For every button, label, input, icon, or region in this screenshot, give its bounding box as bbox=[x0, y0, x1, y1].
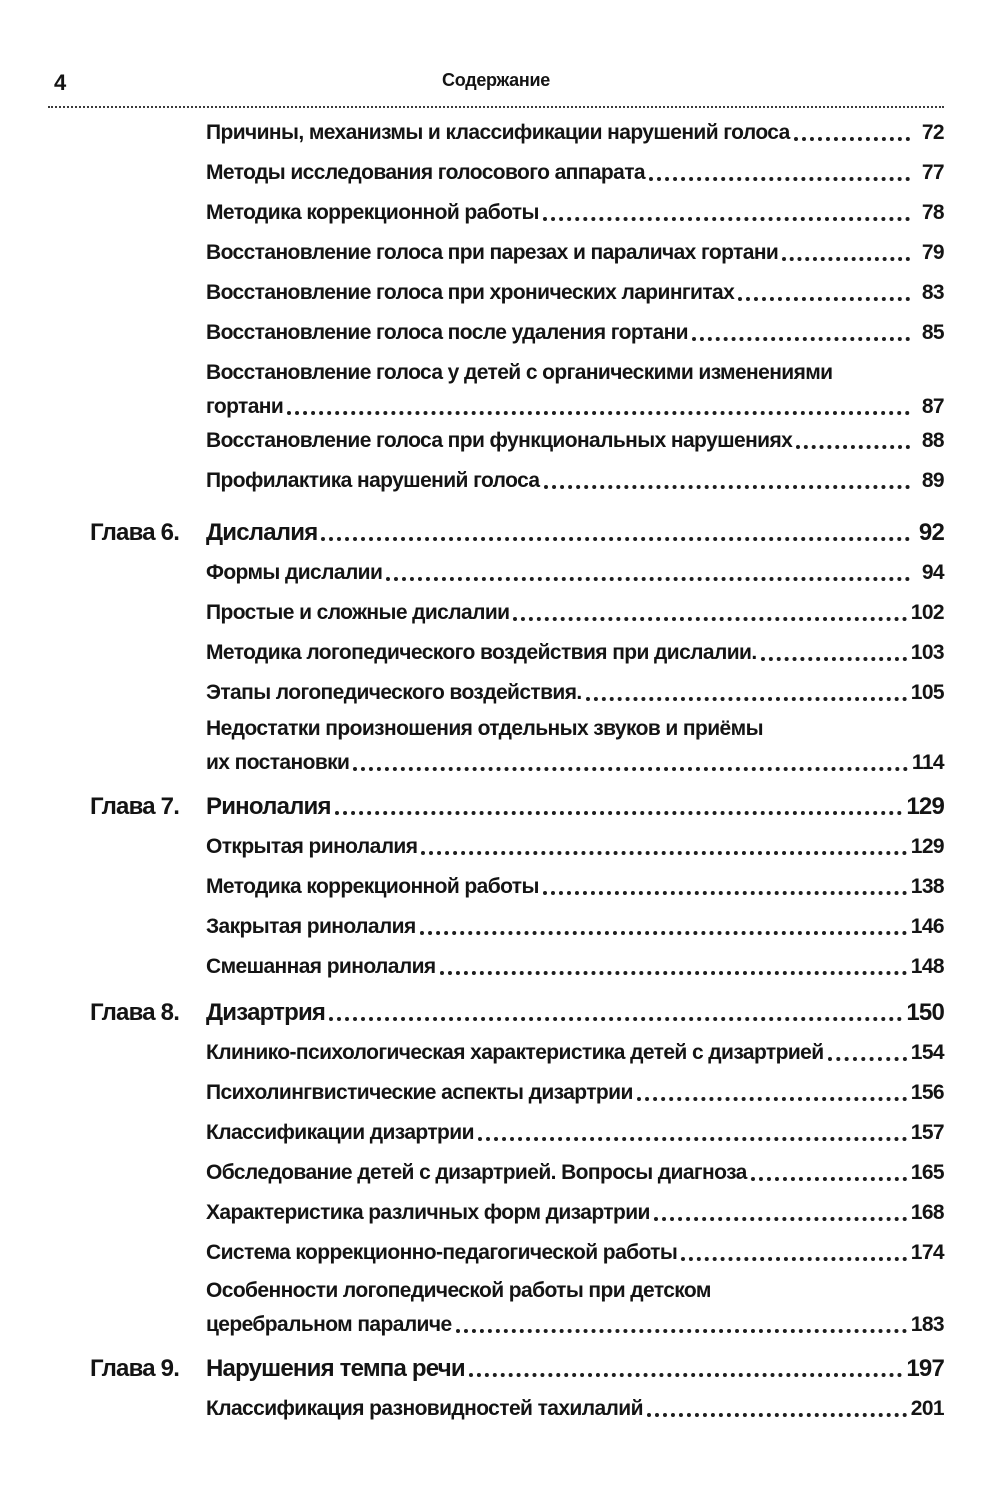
toc-entry-title: Восстановление голоса при функциональных нарушениях bbox=[206, 429, 793, 452]
toc-chapter-title: Дизартрия bbox=[206, 999, 326, 1026]
toc-chapter-entry[interactable] bbox=[206, 1352, 944, 1386]
toc-entry[interactable] bbox=[206, 1156, 944, 1190]
dot-leader bbox=[692, 337, 910, 341]
toc-entry-page: 114 bbox=[911, 751, 944, 774]
chapter-label: Глава 7. bbox=[90, 793, 180, 820]
toc-entry-page: 156 bbox=[910, 1081, 944, 1104]
toc-entry-page: 168 bbox=[910, 1201, 944, 1224]
toc-entry-page: 157 bbox=[910, 1121, 944, 1144]
chapter-label: Глава 8. bbox=[90, 999, 180, 1026]
toc-entry[interactable] bbox=[206, 910, 944, 944]
toc-entry-title: Психолингвистические аспекты дизартрии bbox=[206, 1081, 633, 1104]
toc-entry-page: 174 bbox=[910, 1241, 944, 1264]
toc-entry-title: Этапы логопедического воздействия. bbox=[206, 681, 582, 704]
toc-entry[interactable] bbox=[206, 156, 944, 190]
toc-entry[interactable] bbox=[206, 1196, 944, 1230]
dot-leader bbox=[796, 445, 910, 449]
toc-entry[interactable] bbox=[206, 196, 944, 230]
chapter-label: Глава 9. bbox=[90, 1355, 180, 1382]
toc-entry-title: Система коррекционно-педагогической работы bbox=[206, 1241, 678, 1264]
toc-entry-page: 94 bbox=[921, 561, 944, 584]
toc-entry-title: Восстановление голоса после удаления гортани bbox=[206, 321, 688, 344]
toc-entry-page: 103 bbox=[910, 641, 944, 664]
dot-leader bbox=[649, 177, 910, 181]
toc-entry[interactable] bbox=[206, 236, 944, 270]
toc-entry-page: 183 bbox=[910, 1313, 944, 1336]
toc-entry[interactable] bbox=[206, 712, 944, 780]
dot-leader bbox=[654, 1217, 907, 1221]
toc-chapter-entry[interactable] bbox=[206, 516, 944, 550]
toc-entry-title: Открытая ринолалия bbox=[206, 835, 418, 858]
toc-entry-title: Формы дислалии bbox=[206, 561, 383, 584]
toc-entry-title: Клинико-психологическая характеристика детей с дизартрией bbox=[206, 1041, 824, 1064]
toc-entry[interactable] bbox=[206, 316, 944, 350]
toc-entry-title: Классификация разновидностей тахилалий bbox=[206, 1397, 643, 1420]
toc-chapter-title: Нарушения темпа речи bbox=[206, 1355, 465, 1382]
toc-entry[interactable] bbox=[206, 1036, 944, 1070]
toc-entry[interactable] bbox=[206, 116, 944, 150]
toc-entry-page: 89 bbox=[921, 469, 944, 492]
chapter-label: Глава 6. bbox=[90, 519, 180, 546]
toc-entry-page: 129 bbox=[906, 793, 944, 820]
toc-entry-title: Причины, механизмы и классификации нарушений голоса bbox=[206, 121, 790, 144]
toc-entry-title: Методы исследования голосового аппарата bbox=[206, 161, 646, 184]
toc-entry-page: 150 bbox=[906, 999, 944, 1026]
toc-entry-title: Методика коррекционной работы bbox=[206, 201, 539, 224]
dot-leader bbox=[440, 971, 907, 975]
toc-entry[interactable] bbox=[206, 1392, 944, 1426]
dot-leader bbox=[544, 485, 911, 489]
dot-leader bbox=[321, 537, 910, 541]
toc-entry-page: 87 bbox=[921, 395, 944, 418]
toc-entry-page: 78 bbox=[921, 201, 944, 224]
toc-entry[interactable] bbox=[206, 1236, 944, 1270]
toc-entry-page: 138 bbox=[910, 875, 944, 898]
toc-entry-title: Методика логопедического воздействия при дислалии. bbox=[206, 641, 757, 664]
toc-chapter-entry[interactable] bbox=[206, 996, 944, 1030]
toc-entry-page: 154 bbox=[910, 1041, 944, 1064]
toc-entry[interactable] bbox=[206, 1116, 944, 1150]
toc-entry-title: Обследование детей с дизартрией. Вопросы диагноза bbox=[206, 1161, 747, 1184]
toc-entry-title: Смешанная ринолалия bbox=[206, 955, 436, 978]
toc-entry[interactable] bbox=[206, 596, 944, 630]
dot-leader bbox=[761, 657, 907, 661]
toc-entry-title-line1: Недостатки произношения отдельных звуков и приёмы bbox=[206, 717, 763, 740]
dot-leader bbox=[469, 1373, 903, 1377]
dot-leader bbox=[586, 697, 907, 701]
toc-chapter-entry[interactable] bbox=[206, 790, 944, 824]
toc-entry-title: Характеристика различных форм дизартрии bbox=[206, 1201, 650, 1224]
toc-entry-title-line2: гортани bbox=[206, 395, 284, 418]
toc-entry[interactable] bbox=[206, 464, 944, 498]
toc-entry-title-line2: церебральном параличе bbox=[206, 1313, 452, 1336]
toc-entry-title-line2: их постановки bbox=[206, 751, 350, 774]
toc-entry-title-line1: Восстановление голоса у детей с органическими изменениями bbox=[206, 361, 833, 384]
dot-leader bbox=[751, 1177, 907, 1181]
dot-leader bbox=[681, 1257, 907, 1261]
toc-entry[interactable] bbox=[206, 870, 944, 904]
toc-entry-title: Простые и сложные дислалии bbox=[206, 601, 510, 624]
toc-entry-page: 146 bbox=[910, 915, 944, 938]
dot-leader bbox=[794, 137, 910, 141]
dot-leader bbox=[543, 891, 907, 895]
toc-entry[interactable] bbox=[206, 1274, 944, 1342]
toc-entry-title: Профилактика нарушений голоса bbox=[206, 469, 540, 492]
toc-entry[interactable] bbox=[206, 356, 944, 424]
dot-leader bbox=[329, 1017, 902, 1021]
dot-leader bbox=[637, 1097, 907, 1101]
page-number: 4 bbox=[54, 70, 67, 95]
toc-entry-page: 197 bbox=[906, 1355, 944, 1382]
dot-leader bbox=[335, 811, 903, 815]
toc-entry-title-line1: Особенности логопедической работы при детском bbox=[206, 1279, 711, 1302]
dot-leader bbox=[782, 257, 910, 261]
toc-chapter-title: Ринолалия bbox=[206, 793, 331, 820]
dot-leader bbox=[738, 297, 910, 301]
toc-entry-page: 129 bbox=[910, 835, 944, 858]
running-title: Содержание bbox=[442, 70, 550, 90]
dot-leader bbox=[386, 577, 910, 581]
toc-entry[interactable] bbox=[206, 1076, 944, 1110]
toc-entry-title: Закрытая ринолалия bbox=[206, 915, 416, 938]
toc-entry[interactable] bbox=[206, 276, 944, 310]
toc-entry[interactable] bbox=[206, 636, 944, 670]
dot-leader bbox=[543, 217, 910, 221]
toc-entry-page: 88 bbox=[921, 429, 944, 452]
toc-entry[interactable] bbox=[206, 676, 944, 710]
dot-leader bbox=[456, 1329, 907, 1333]
page-header bbox=[48, 62, 944, 108]
dot-leader bbox=[421, 851, 906, 855]
toc-entry-title: Восстановление голоса при хронических ларингитах bbox=[206, 281, 735, 304]
dot-leader bbox=[828, 1057, 907, 1061]
toc-entry-page: 85 bbox=[921, 321, 944, 344]
dot-leader bbox=[478, 1137, 907, 1141]
toc-entry-page: 102 bbox=[910, 601, 944, 624]
toc-entry-page: 92 bbox=[918, 519, 944, 546]
toc-entry-page: 77 bbox=[921, 161, 944, 184]
toc-chapter-title: Дислалия bbox=[206, 519, 318, 546]
toc-entry[interactable] bbox=[206, 830, 944, 864]
toc-entry-title: Классификации дизартрии bbox=[206, 1121, 474, 1144]
toc-entry-page: 201 bbox=[910, 1397, 944, 1420]
toc-entry-page: 105 bbox=[910, 681, 944, 704]
toc-entry-title: Восстановление голоса при парезах и параличах гортани bbox=[206, 241, 779, 264]
dot-leader bbox=[647, 1413, 907, 1417]
toc-entry-page: 148 bbox=[910, 955, 944, 978]
dot-leader bbox=[287, 411, 910, 415]
toc-entry-page: 165 bbox=[910, 1161, 944, 1184]
dot-leader bbox=[420, 931, 907, 935]
toc-entry[interactable] bbox=[206, 556, 944, 590]
dot-leader bbox=[513, 617, 906, 621]
toc-entry-page: 83 bbox=[921, 281, 944, 304]
toc-entry[interactable] bbox=[206, 424, 944, 458]
toc-entry-page: 72 bbox=[921, 121, 944, 144]
toc-entry-title: Методика коррекционной работы bbox=[206, 875, 539, 898]
dot-leader bbox=[353, 767, 908, 771]
toc-entry-page: 79 bbox=[921, 241, 944, 264]
toc-entry[interactable] bbox=[206, 950, 944, 984]
